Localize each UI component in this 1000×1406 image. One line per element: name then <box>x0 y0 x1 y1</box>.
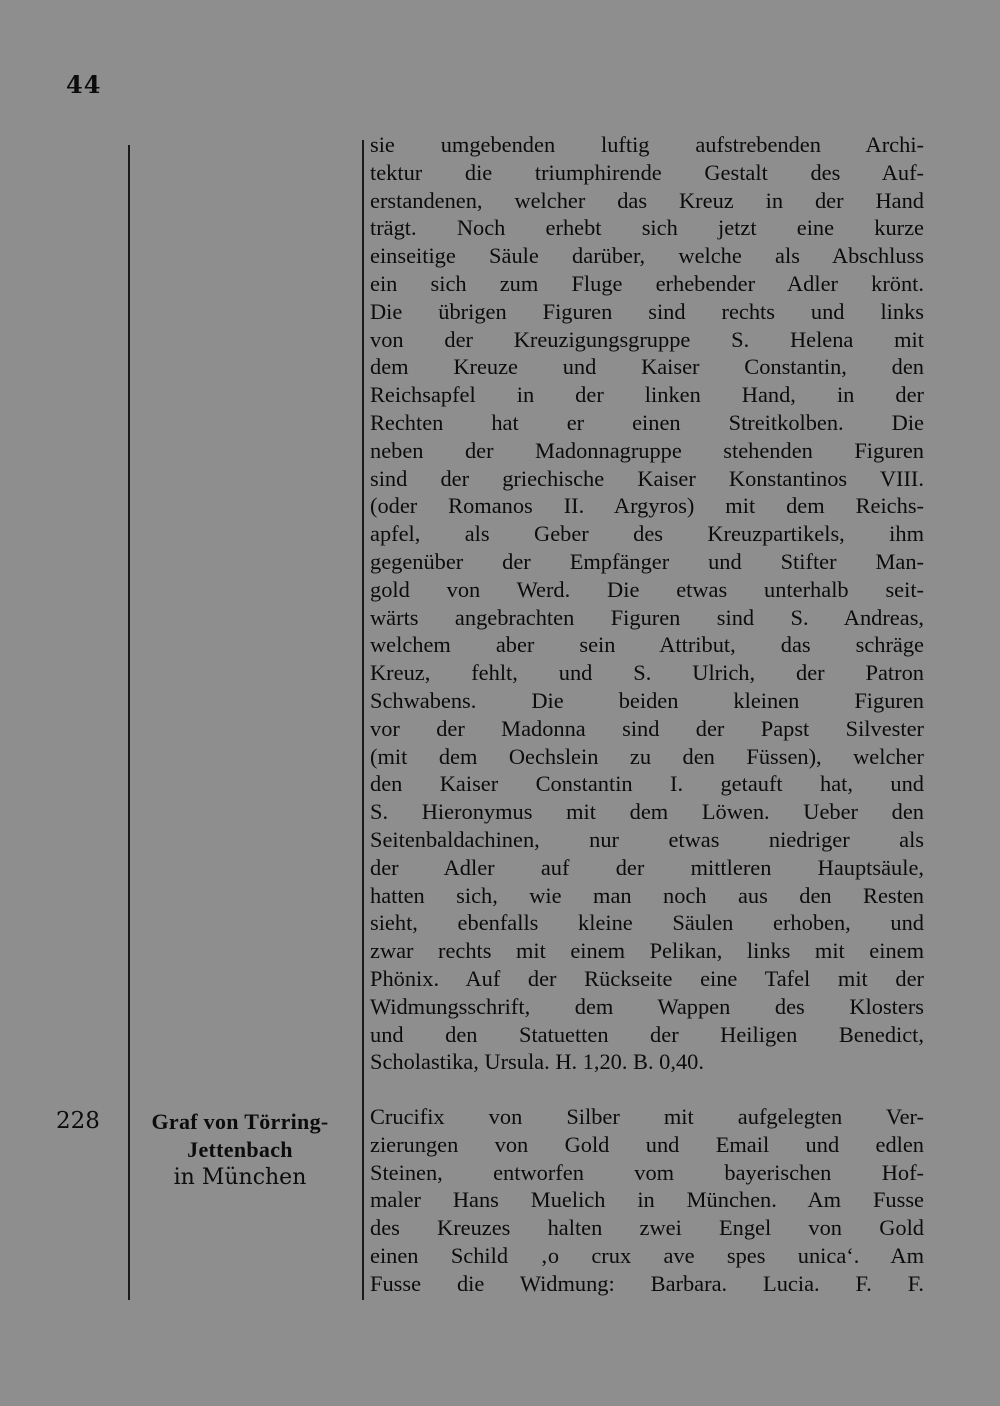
continued-entry-text <box>370 131 924 1076</box>
text-line: sie umgebenden luftig aufstrebenden Archi- <box>370 132 924 157</box>
text-line: hatten sich, wie man noch aus den Resten <box>370 882 924 908</box>
text-line: (oder Romanos II. Argyros) mit dem Reichs- <box>370 493 924 519</box>
text-line: der Adler auf der mittleren Hauptsäule, <box>370 854 924 880</box>
text-line: Reichsapfel in der linken Hand, in der <box>370 382 924 408</box>
entry-description <box>370 1103 924 1298</box>
owner-name: Graf von Törring- <box>151 1109 329 1134</box>
text-line: vor der Madonna sind der Papst Silvester <box>370 715 924 741</box>
text-line: zierungen von Gold und Email und edlen <box>370 1131 924 1157</box>
owner-block <box>130 1108 350 1192</box>
text-line: Phönix. Auf der Rückseite eine Tafel mit der <box>370 965 924 991</box>
text-line: welchem aber sein Attribut, das schräge <box>370 632 924 658</box>
text-line: Widmungsschrift, dem Wappen des Klosters <box>370 993 924 1019</box>
text-line: Schwabens. Die beiden kleinen Figuren <box>370 687 924 713</box>
text-line: einseitige Säule darüber, welche als Abschluss <box>370 243 924 269</box>
text-line: von der Kreuzigungsgruppe S. Helena mit <box>370 326 924 352</box>
text-line: gold von Werd. Die etwas unterhalb seit- <box>370 576 924 602</box>
entry-number: 228 <box>56 1108 100 1134</box>
text-line: Die übrigen Figuren sind rechts und links <box>370 298 924 324</box>
text-line: sieht, ebenfalls kleine Säulen erhoben, und <box>370 910 924 936</box>
text-line: maler Hans Muelich in München. Am Fusse <box>370 1187 924 1213</box>
text-line: wärts angebrachten Figuren sind S. Andreas, <box>370 604 924 630</box>
owner-location: in München <box>173 1165 307 1190</box>
text-line: Fusse die Widmung: Barbara. Lucia. F. F. <box>370 1270 924 1296</box>
text-line: tektur die triumphirende Gestalt des Auf- <box>370 159 924 185</box>
text-line: Rechten hat er einen Streitkolben. Die <box>370 409 924 435</box>
text-line: und den Statuetten der Heiligen Benedict, <box>370 1021 924 1047</box>
text-line: Steinen, entworfen vom bayerischen Hof- <box>370 1159 924 1185</box>
text-line: Seitenbaldachinen, nur etwas niedriger als <box>370 826 924 852</box>
text-line: den Kaiser Constantin I. getauft hat, und <box>370 771 924 797</box>
text-line: Kreuz, fehlt, und S. Ulrich, der Patron <box>370 660 924 686</box>
text-line: gegenüber der Empfänger und Stifter Man- <box>370 548 924 574</box>
text-line: Crucifix von Silber mit aufgelegten Ver- <box>370 1104 924 1129</box>
text-line: Scholastika, Ursula. H. 1,20. B. 0,40. <box>370 1049 704 1075</box>
text-line: ein sich zum Fluge erhebender Adler krönt. <box>370 270 924 296</box>
text-line: trägt. Noch erhebt sich jetzt eine kurze <box>370 215 924 241</box>
text-line: (mit dem Oechslein zu den Füssen), welcher <box>370 743 924 769</box>
text-line: S. Hieronymus mit dem Löwen. Ueber den <box>370 799 924 825</box>
text-line: dem Kreuze und Kaiser Constantin, den <box>370 354 924 380</box>
text-line: sind der griechische Kaiser Konstantinos VIII. <box>370 465 924 491</box>
text-line: des Kreuzes halten zwei Engel von Gold <box>370 1215 924 1241</box>
text-line: erstandenen, welcher das Kreuz in der Hand <box>370 187 924 213</box>
right-column-rule <box>362 140 364 1300</box>
text-line: apfel, als Geber des Kreuzpartikels, ihm <box>370 521 924 547</box>
owner-name-cont: Jettenbach <box>187 1137 293 1162</box>
text-line: neben der Madonnagruppe stehenden Figuren <box>370 437 924 463</box>
page-number: 44 <box>66 70 102 99</box>
text-line: zwar rechts mit einem Pelikan, links mit einem <box>370 938 924 964</box>
text-line: einen Schild ‚o crux ave spes unica‘. Am <box>370 1242 924 1268</box>
